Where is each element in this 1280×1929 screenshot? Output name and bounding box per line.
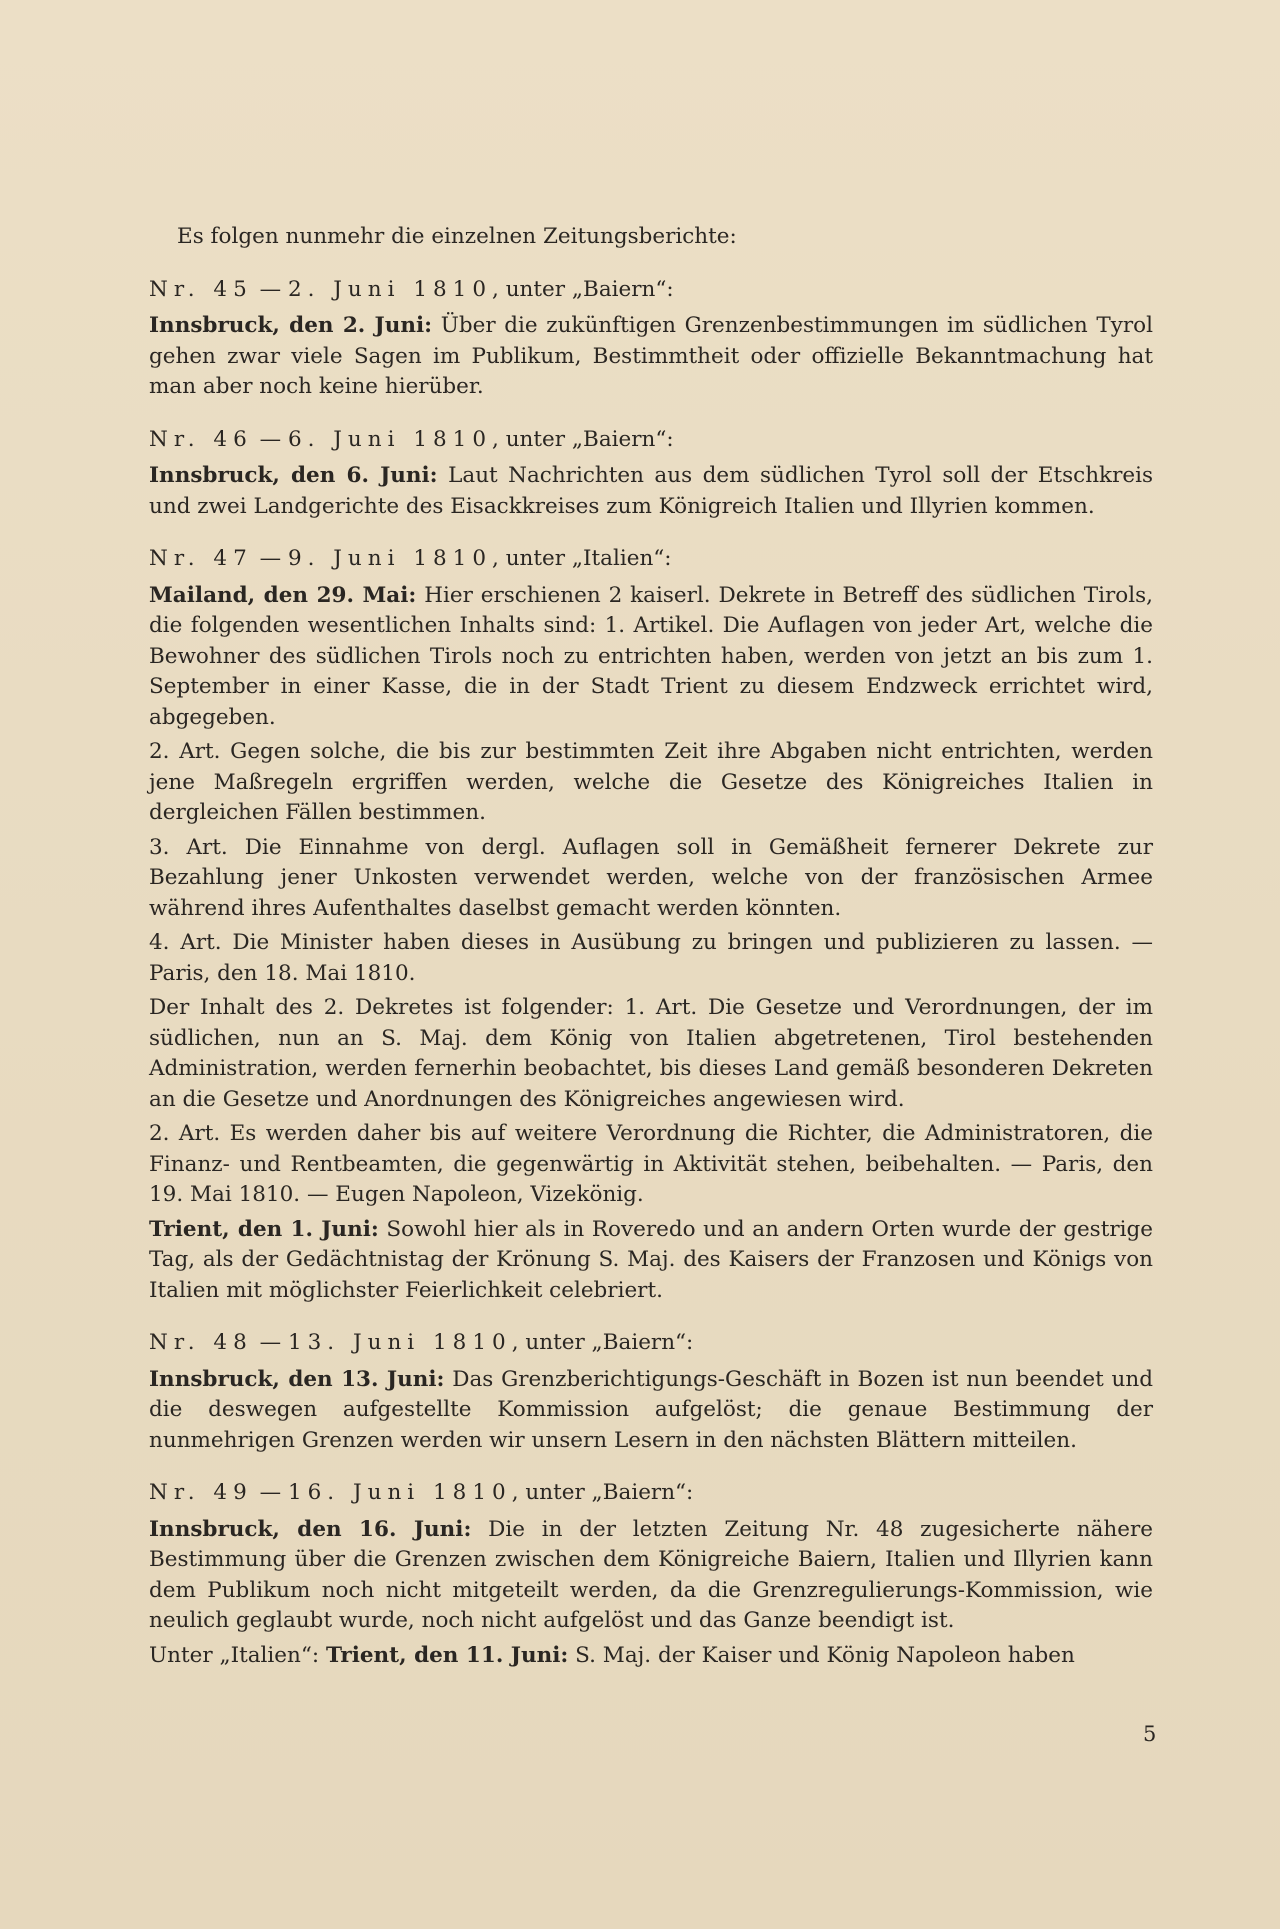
entry-paragraph: Trient, den 1. Juni: Sowohl hier als in Roveredo und an andern Orten wurde der gestrige Tag, als der Gedächtnistag der Krönung S. Maj. des Kaisers der Franzosen und Königs von Italien mit möglichster Feierlichkeit celebriert. (149, 1216, 1153, 1303)
entry-heading: Nr. 46 — 6. Juni 1810, unter „Baiern“: (149, 426, 674, 452)
entry-heading: Nr. 48 — 13. Juni 1810, unter „Baiern“: (149, 1330, 694, 1355)
entry-paragraph: 2. Art. Gegen solche, die bis zur bestimmten Zeit ihre Abgaben nicht entrichten, werden jene Maßregeln ergriffen werden, welche die Gesetze des Königreiches Italien in dergleichen Fällen bestimmen. (149, 739, 1153, 825)
entry-nr-47 (149, 544, 1153, 1306)
entry-paragraph: Innsbruck, den 13. Juni: Das Grenzberichtigungs-Geschäft in Bozen ist nun beendet und die deswegen aufgestellte Kommission aufgelöst; die genaue Bestimmung der nunmehrigen Grenzen werden wir unsern Lesern in den nächsten Blättern mitteilen. (149, 1366, 1153, 1453)
entry-nr-45 (149, 275, 1153, 403)
entry-nr-48 (149, 1328, 1153, 1456)
entry-paragraph: 2. Art. Es werden daher bis auf weitere Verordnung die Richter, die Administratoren, die Finanz- und Rentbeamten, die gegenwärtig in Aktivität stehen, beibehalten. — Paris, den 19. Mai 1810. — Eugen Napoleon, Vizekönig. (149, 1121, 1153, 1207)
entry-heading: Nr. 49 — 16. Juni 1810, unter „Baiern“: (149, 1480, 694, 1505)
page-body (149, 222, 1153, 1675)
entry-paragraph: 4. Art. Die Minister haben dieses in Ausübung zu bringen und publizieren zu lassen. — Paris, den 18. Mai 1810. (149, 930, 1153, 986)
entry-paragraph: Der Inhalt des 2. Dekretes ist folgender: 1. Art. Die Gesetze und Verordnungen, der im südlichen, nun an S. Maj. dem König von Italien abgetretenen, Tirol bestehenden Administration, werden fernerhin beobachtet, bis dieses Land gemäß besonderen Dekreten an die Gesetze und Anordnungen des Königreiches angewiesen wird. (149, 995, 1153, 1112)
intro-line: Es folgen nunmehr die einzelnen Zeitungsberichte: (177, 224, 737, 249)
entry-paragraph: Innsbruck, den 2. Juni: Über die zukünftigen Grenzenbestimmungen im südlichen Tyrol gehen zwar viele Sagen im Publikum, Bestimmtheit oder offizielle Bekanntmachung hat man aber noch keine hierüber. (149, 313, 1153, 399)
entry-heading: Nr. 47 — 9. Juni 1810, unter „Italien“: (149, 546, 672, 571)
entry-nr-49 (149, 1478, 1153, 1671)
page-number: 5 (1143, 1722, 1157, 1746)
entry-nr-46 (149, 425, 1153, 523)
entry-paragraph: 3. Art. Die Einnahme von dergl. Auflagen soll in Gemäßheit fernerer Dekrete zur Bezahlung jener Unkosten verwendet werden, welche von der französischen Armee während ihres Aufenthaltes daselbst gemacht werden könnten. (149, 834, 1153, 921)
entry-heading: Nr. 45 — 2. Juni 1810, unter „Baiern“: (149, 276, 674, 302)
entry-paragraph: Innsbruck, den 6. Juni: Laut Nachrichten aus dem südlichen Tyrol soll der Etschkreis und zwei Landgerichte des Eisackkreises zum Königreich Italien und Illyrien kommen. (149, 463, 1153, 519)
entry-paragraph: Unter „Italien“: Trient, den 11. Juni: S. Maj. der Kaiser und König Napoleon haben (149, 1642, 1075, 1668)
entry-paragraph: Innsbruck, den 16. Juni: Die in der letzten Zeitung Nr. 48 zugesicherte nähere Bestimmung über die Grenzen zwischen dem Königreiche Baiern, Italien und Illyrien kann dem Publikum noch nicht mitgeteilt werden, da die Grenzregulierungs-Kommission, wie neulich geglaubt wurde, noch nicht aufgelöst und das Ganze beendigt ist. (149, 1516, 1153, 1633)
entry-paragraph: Mailand, den 29. Mai: Hier erschienen 2 kaiserl. Dekrete in Betreff des südlichen Tirols, die folgenden wesentlichen Inhalts sind: 1. Artikel. Die Auflagen von jeder Art, welche die Bewohner des südlichen Tirols noch zu entrichten haben, werden von jetzt an bis zum 1. September in einer Kasse, die in der Stadt Trient zu diesem Endzweck errichtet wird, abgegeben. (149, 582, 1153, 730)
